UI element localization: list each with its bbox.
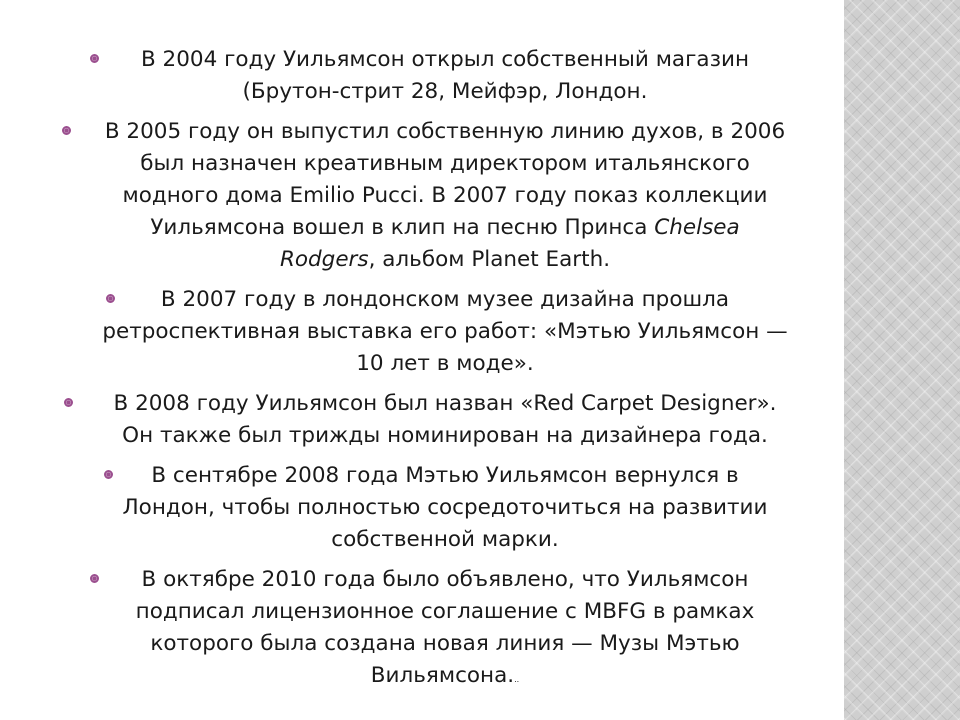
bullet-text: (Брутон-стрит 28, Мейфэр, Лондон.	[242, 79, 648, 104]
radio-bullet-icon	[64, 398, 73, 407]
bullet-list	[60, 44, 830, 704]
bullet-text: был назначен креативным директором итальянского	[140, 151, 750, 176]
bullet-text: подписал лицензионное соглашение с MBFG в рамках	[135, 599, 755, 624]
bullet-item-2008	[60, 388, 830, 452]
radio-bullet-icon	[90, 54, 99, 63]
bullet-text: ретроспективная выставка его работ: «Мэтью Уильямсон —	[102, 319, 788, 344]
bullet-text: В 2004 году Уильямсон открыл собственный магазин	[140, 47, 750, 72]
trailing-dots: ..	[514, 675, 520, 684]
bullet-text: В сентябре 2008 года Мэтью Уильямсон вернулся в	[151, 463, 739, 488]
bullet-item-sept-2008	[60, 460, 830, 556]
bullet-text: модного дома Emilio Pucci. В 2007 году показ коллекции	[122, 183, 768, 208]
song-title: Rodgers	[279, 247, 369, 272]
bullet-text: которого была создана новая линия — Музы Мэтью	[150, 631, 740, 656]
radio-bullet-icon	[90, 574, 99, 583]
bullet-item-2005	[60, 116, 830, 276]
bullet-item-2004	[60, 44, 830, 108]
radio-bullet-icon	[104, 470, 113, 479]
song-title: Chelsea	[654, 215, 740, 240]
bullet-text: собственной марки.	[331, 527, 559, 552]
bullet-item-2007	[60, 284, 830, 380]
bullet-text: Он также был трижды номинирован на дизайнера года.	[122, 423, 768, 448]
radio-bullet-icon	[106, 294, 115, 303]
radio-bullet-icon	[62, 126, 71, 135]
bullet-text: В 2008 году Уильямсон был назван «Red Carpet Designer».	[113, 391, 777, 416]
bullet-text: В октябре 2010 года было объявлено, что Уильямсон	[141, 567, 749, 592]
bullet-text: В 2005 году он выпустил собственную линию духов, в 2006	[104, 119, 786, 144]
bullet-text: 10 лет в моде».	[356, 351, 534, 376]
bullet-item-2010	[60, 564, 830, 696]
bullet-text: , альбом Planet Earth.	[368, 247, 611, 272]
bullet-text: В 2007 году в лондонском музее дизайна прошла	[160, 287, 730, 312]
bullet-text: Лондон, чтобы полностью сосредоточиться на развитии	[122, 495, 768, 520]
bullet-text: Уильямсона вошел в клип на песню Принса	[150, 215, 655, 240]
bullet-text: Вильямсона.	[370, 663, 515, 688]
decorative-side-panel	[844, 0, 960, 720]
